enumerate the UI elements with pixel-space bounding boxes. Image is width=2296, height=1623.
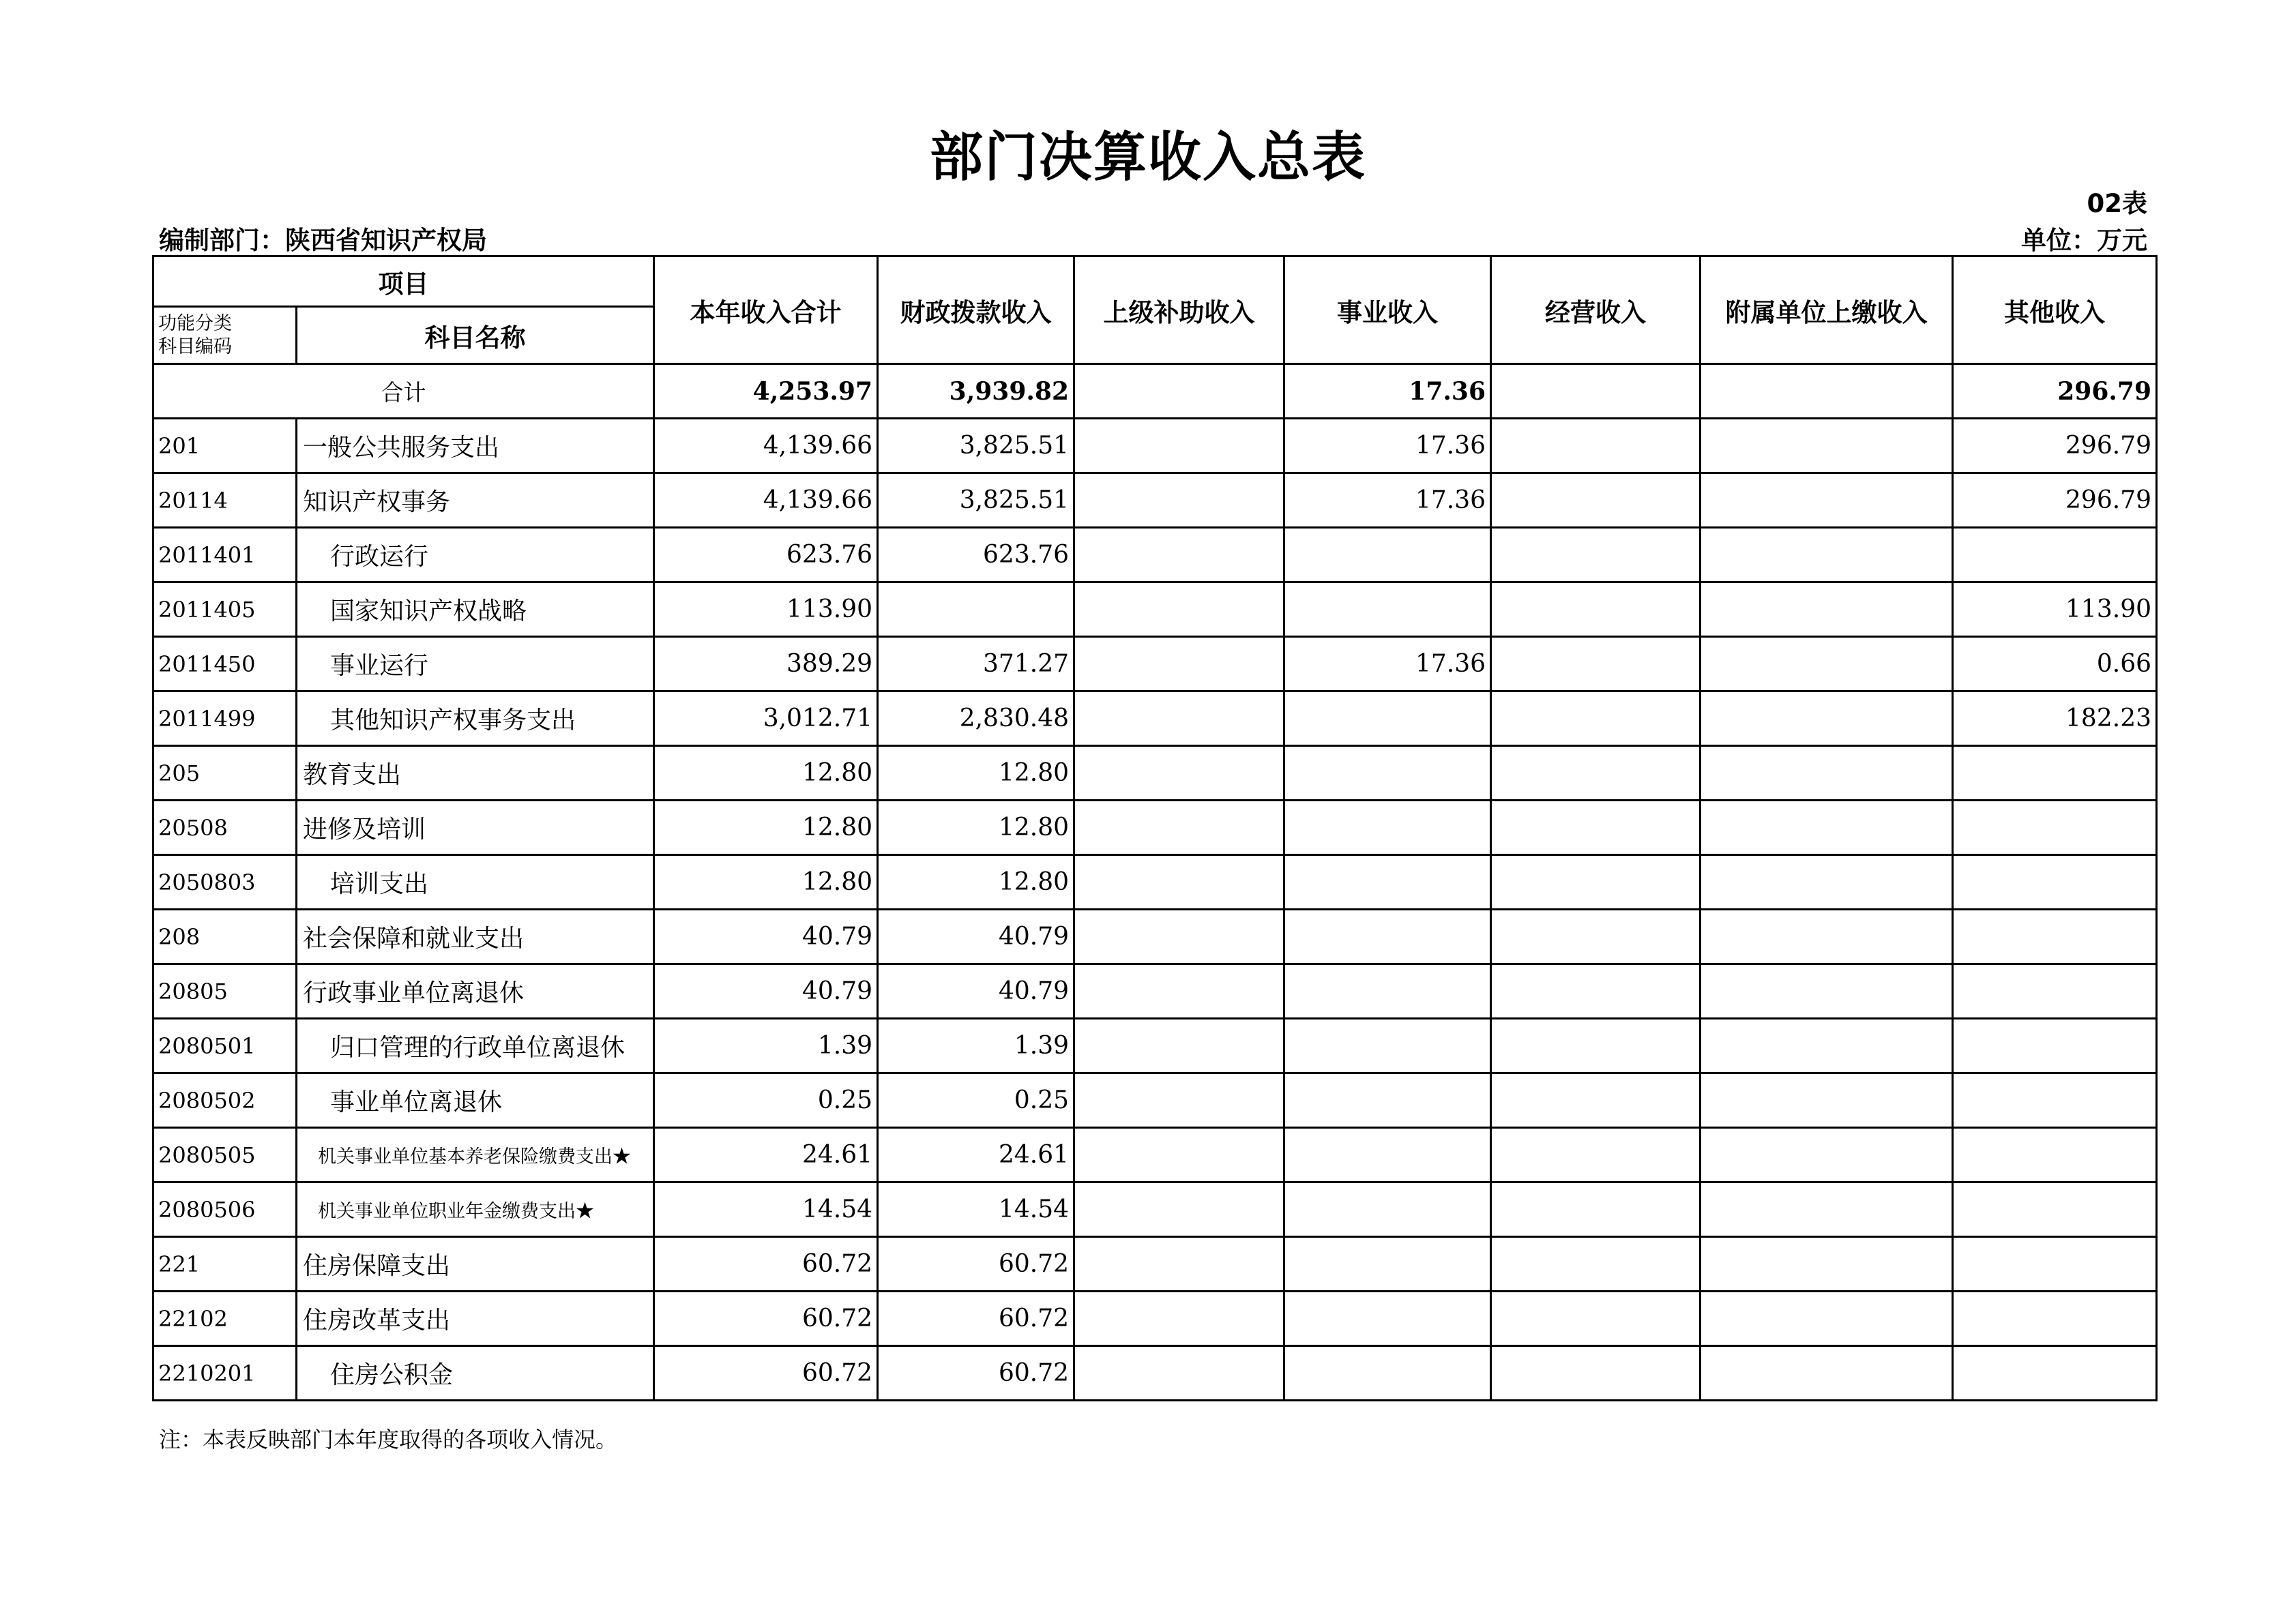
row-operating [1491, 582, 1701, 637]
row-total: 14.54 [654, 1182, 878, 1237]
row-business [1284, 1182, 1491, 1237]
total-operating [1491, 364, 1701, 419]
row-total: 12.80 [654, 801, 878, 855]
row-fiscal: 60.72 [878, 1346, 1074, 1401]
row-operating [1491, 964, 1701, 1019]
row-business [1284, 528, 1491, 582]
row-fiscal: 24.61 [878, 1128, 1074, 1182]
row-business [1284, 582, 1491, 637]
row-business [1284, 1346, 1491, 1401]
row-name: 其他知识产权事务支出 [297, 691, 654, 746]
row-superior [1074, 801, 1284, 855]
row-superior [1074, 1237, 1284, 1292]
row-superior [1074, 528, 1284, 582]
row-fiscal: 40.79 [878, 910, 1074, 964]
row-affiliated [1701, 1019, 1953, 1073]
row-name: 归口管理的行政单位离退休 [297, 1019, 654, 1073]
table-number: 02表 [2087, 189, 2147, 218]
row-business [1284, 746, 1491, 801]
row-superior [1074, 1182, 1284, 1237]
row-total: 24.61 [654, 1128, 878, 1182]
row-code: 2080501 [153, 1019, 297, 1073]
table-row [153, 1128, 2157, 1182]
row-other [1953, 855, 2157, 910]
unit-label: 单位：万元 [2021, 226, 2147, 255]
row-operating [1491, 910, 1701, 964]
table-row [153, 964, 2157, 1019]
row-name: 一般公共服务支出 [297, 419, 654, 473]
row-operating [1491, 1346, 1701, 1401]
row-other [1953, 1019, 2157, 1073]
row-name: 教育支出 [297, 746, 654, 801]
row-business: 17.36 [1284, 419, 1491, 473]
row-name: 住房保障支出 [297, 1237, 654, 1292]
compiling-department: 编制部门：陕西省知识产权局 [159, 226, 487, 255]
total-other: 296.79 [1953, 364, 2157, 419]
total-fiscal: 3,939.82 [878, 364, 1074, 419]
row-total: 12.80 [654, 746, 878, 801]
row-business [1284, 691, 1491, 746]
row-code: 20805 [153, 964, 297, 1019]
row-affiliated [1701, 1073, 1953, 1128]
header-superior: 上级补助收入 [1074, 256, 1284, 364]
row-total: 40.79 [654, 910, 878, 964]
row-code: 2080506 [153, 1182, 297, 1237]
row-fiscal: 60.72 [878, 1292, 1074, 1346]
row-affiliated [1701, 637, 1953, 691]
total-label: 合计 [153, 364, 654, 419]
row-superior [1074, 1346, 1284, 1401]
row-affiliated [1701, 801, 1953, 855]
row-business [1284, 1292, 1491, 1346]
row-name: 住房改革支出 [297, 1292, 654, 1346]
row-business [1284, 1128, 1491, 1182]
row-code: 2011401 [153, 528, 297, 582]
row-code: 2080505 [153, 1128, 297, 1182]
row-code: 2050803 [153, 855, 297, 910]
total-row [153, 364, 2157, 419]
row-affiliated [1701, 855, 1953, 910]
row-affiliated [1701, 582, 1953, 637]
row-superior [1074, 1019, 1284, 1073]
row-other [1953, 910, 2157, 964]
row-total: 12.80 [654, 855, 878, 910]
row-name: 事业运行 [297, 637, 654, 691]
table-row [153, 1182, 2157, 1237]
row-affiliated [1701, 1292, 1953, 1346]
total-business: 17.36 [1284, 364, 1491, 419]
row-total: 60.72 [654, 1237, 878, 1292]
row-other [1953, 1346, 2157, 1401]
row-business [1284, 801, 1491, 855]
table-row [153, 910, 2157, 964]
table-row [153, 1073, 2157, 1128]
header-code: 功能分类 科目编码 [153, 307, 297, 364]
row-name: 行政事业单位离退休 [297, 964, 654, 1019]
row-code: 2011499 [153, 691, 297, 746]
row-fiscal: 12.80 [878, 855, 1074, 910]
table-row [153, 582, 2157, 637]
row-name: 机关事业单位基本养老保险缴费支出★ [297, 1128, 654, 1182]
row-superior [1074, 855, 1284, 910]
row-total: 60.72 [654, 1292, 878, 1346]
row-business [1284, 1019, 1491, 1073]
row-operating [1491, 801, 1701, 855]
row-total: 0.25 [654, 1073, 878, 1128]
table-row [153, 528, 2157, 582]
table-row [153, 746, 2157, 801]
income-summary-table [152, 255, 2158, 1401]
row-operating [1491, 746, 1701, 801]
row-fiscal: 2,830.48 [878, 691, 1074, 746]
row-business: 17.36 [1284, 637, 1491, 691]
header-item: 项目 [153, 256, 654, 307]
row-business [1284, 964, 1491, 1019]
total-superior [1074, 364, 1284, 419]
total-affiliated [1701, 364, 1953, 419]
row-other: 113.90 [1953, 582, 2157, 637]
table-row [153, 691, 2157, 746]
row-other [1953, 1182, 2157, 1237]
row-fiscal: 3,825.51 [878, 419, 1074, 473]
table-row [153, 473, 2157, 528]
row-code: 20114 [153, 473, 297, 528]
row-other: 296.79 [1953, 419, 2157, 473]
row-other [1953, 1128, 2157, 1182]
row-name: 行政运行 [297, 528, 654, 582]
row-code: 208 [153, 910, 297, 964]
row-fiscal: 623.76 [878, 528, 1074, 582]
row-superior [1074, 473, 1284, 528]
row-other [1953, 528, 2157, 582]
header-other: 其他收入 [1953, 256, 2157, 364]
page-title: 部门决算收入总表 [929, 127, 1366, 188]
row-operating [1491, 528, 1701, 582]
row-operating [1491, 855, 1701, 910]
row-operating [1491, 1019, 1701, 1073]
table-row [153, 855, 2157, 910]
row-name: 机关事业单位职业年金缴费支出★ [297, 1182, 654, 1237]
row-fiscal: 371.27 [878, 637, 1074, 691]
row-operating [1491, 691, 1701, 746]
row-code: 2011450 [153, 637, 297, 691]
row-fiscal: 0.25 [878, 1073, 1074, 1128]
row-affiliated [1701, 473, 1953, 528]
table-row [153, 1237, 2157, 1292]
row-operating [1491, 1237, 1701, 1292]
row-code: 2080502 [153, 1073, 297, 1128]
row-total: 389.29 [654, 637, 878, 691]
row-operating [1491, 1073, 1701, 1128]
row-name: 住房公积金 [297, 1346, 654, 1401]
row-other [1953, 964, 2157, 1019]
row-superior [1074, 964, 1284, 1019]
row-superior [1074, 637, 1284, 691]
row-other [1953, 746, 2157, 801]
row-business [1284, 855, 1491, 910]
table-note: 注：本表反映部门本年度取得的各项收入情况。 [159, 1427, 618, 1453]
row-other: 296.79 [1953, 473, 2157, 528]
row-fiscal: 60.72 [878, 1237, 1074, 1292]
row-fiscal: 3,825.51 [878, 473, 1074, 528]
row-total: 4,139.66 [654, 473, 878, 528]
row-superior [1074, 1292, 1284, 1346]
row-total: 1.39 [654, 1019, 878, 1073]
row-superior [1074, 1128, 1284, 1182]
table-row [153, 419, 2157, 473]
row-affiliated [1701, 1128, 1953, 1182]
row-name: 进修及培训 [297, 801, 654, 855]
row-other: 182.23 [1953, 691, 2157, 746]
row-superior [1074, 746, 1284, 801]
row-name: 培训支出 [297, 855, 654, 910]
row-business [1284, 910, 1491, 964]
table-row [153, 1292, 2157, 1346]
table-row [153, 1346, 2157, 1401]
row-total: 4,139.66 [654, 419, 878, 473]
row-operating [1491, 419, 1701, 473]
row-operating [1491, 473, 1701, 528]
row-affiliated [1701, 1182, 1953, 1237]
row-code: 201 [153, 419, 297, 473]
row-code: 22102 [153, 1292, 297, 1346]
row-name: 知识产权事务 [297, 473, 654, 528]
row-code: 2210201 [153, 1346, 297, 1401]
row-other [1953, 1292, 2157, 1346]
row-affiliated [1701, 419, 1953, 473]
row-operating [1491, 637, 1701, 691]
table-row [153, 801, 2157, 855]
row-affiliated [1701, 528, 1953, 582]
row-superior [1074, 691, 1284, 746]
row-name: 社会保障和就业支出 [297, 910, 654, 964]
row-superior [1074, 910, 1284, 964]
row-affiliated [1701, 910, 1953, 964]
row-operating [1491, 1128, 1701, 1182]
row-operating [1491, 1182, 1701, 1237]
row-total: 3,012.71 [654, 691, 878, 746]
row-other [1953, 1073, 2157, 1128]
row-name: 事业单位离退休 [297, 1073, 654, 1128]
table-row [153, 1019, 2157, 1073]
row-fiscal: 1.39 [878, 1019, 1074, 1073]
header-operating: 经营收入 [1491, 256, 1701, 364]
row-affiliated [1701, 1237, 1953, 1292]
header-fiscal: 财政拨款收入 [878, 256, 1074, 364]
row-superior [1074, 1073, 1284, 1128]
header-total: 本年收入合计 [654, 256, 878, 364]
row-total: 623.76 [654, 528, 878, 582]
row-fiscal: 40.79 [878, 964, 1074, 1019]
row-other [1953, 801, 2157, 855]
row-name: 国家知识产权战略 [297, 582, 654, 637]
header-business: 事业收入 [1284, 256, 1491, 364]
row-operating [1491, 1292, 1701, 1346]
total-amount: 4,253.97 [654, 364, 878, 419]
header-name: 科目名称 [297, 307, 654, 364]
row-fiscal [878, 582, 1074, 637]
row-total: 40.79 [654, 964, 878, 1019]
row-superior [1074, 419, 1284, 473]
row-superior [1074, 582, 1284, 637]
table-row [153, 637, 2157, 691]
row-business [1284, 1237, 1491, 1292]
row-other [1953, 1237, 2157, 1292]
row-business: 17.36 [1284, 473, 1491, 528]
row-code: 221 [153, 1237, 297, 1292]
row-code: 20508 [153, 801, 297, 855]
row-fiscal: 12.80 [878, 746, 1074, 801]
row-fiscal: 12.80 [878, 801, 1074, 855]
row-affiliated [1701, 964, 1953, 1019]
row-affiliated [1701, 691, 1953, 746]
row-code: 2011405 [153, 582, 297, 637]
header-affiliated: 附属单位上缴收入 [1701, 256, 1953, 364]
row-code: 205 [153, 746, 297, 801]
row-total: 60.72 [654, 1346, 878, 1401]
row-other: 0.66 [1953, 637, 2157, 691]
row-fiscal: 14.54 [878, 1182, 1074, 1237]
row-affiliated [1701, 1346, 1953, 1401]
row-affiliated [1701, 746, 1953, 801]
row-total: 113.90 [654, 582, 878, 637]
row-business [1284, 1073, 1491, 1128]
